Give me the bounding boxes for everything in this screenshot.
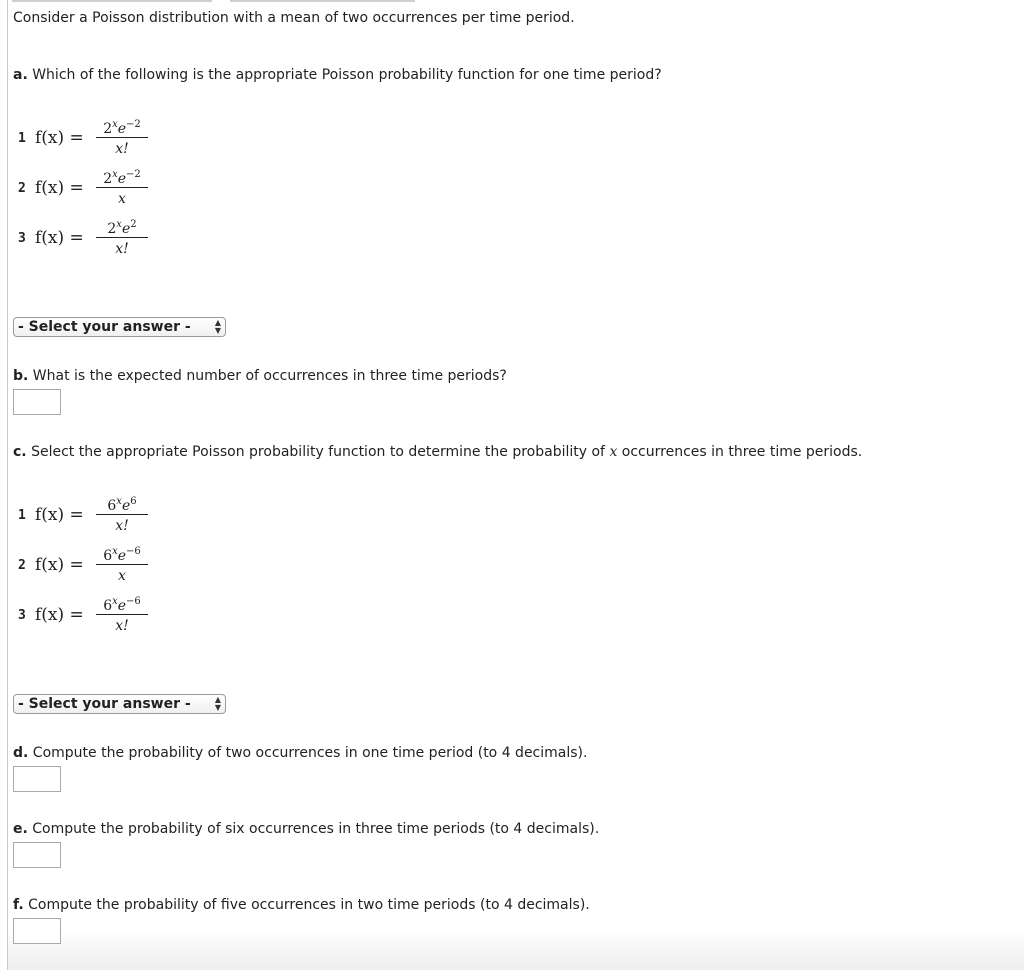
formula-lhs: f(x) = xyxy=(35,228,84,248)
fraction-bar xyxy=(96,187,148,188)
option-number: 1 xyxy=(18,508,26,523)
formula-fraction xyxy=(96,116,148,158)
question-text: Compute the probability of two occurrences in one time period (to 4 decimals). xyxy=(32,745,588,761)
formula-lhs: f(x) = xyxy=(35,605,84,625)
answer-select-a[interactable] xyxy=(13,317,226,337)
fraction-denominator: x! xyxy=(115,518,129,534)
question-text: occurrences in three time periods. xyxy=(621,444,863,460)
option-number: 3 xyxy=(18,231,26,246)
fraction-denominator: x! xyxy=(115,141,129,157)
select-label: - Select your answer - xyxy=(18,696,191,712)
fraction-bar xyxy=(96,137,148,138)
formula-fraction xyxy=(96,493,148,535)
formula-fraction xyxy=(96,543,148,585)
formula-lhs: f(x) = xyxy=(35,128,84,148)
bottom-fade xyxy=(8,930,1024,970)
question-letter: d. xyxy=(13,745,29,761)
top-tab-line xyxy=(12,0,212,2)
fraction-numerator: $2^xe^{-2}$ xyxy=(103,169,141,187)
fraction-numerator: $2^xe^2$ xyxy=(107,219,137,237)
answer-input-e[interactable] xyxy=(13,842,61,868)
question-letter: a. xyxy=(13,67,28,83)
fraction-denominator: x! xyxy=(115,241,129,257)
select-arrows-icon: ▲ ▼ xyxy=(214,695,221,712)
question-d xyxy=(13,745,587,761)
answer-input-b[interactable] xyxy=(13,389,61,415)
fraction-bar xyxy=(96,614,148,615)
question-b xyxy=(13,368,507,384)
question-f xyxy=(13,897,590,913)
option-number: 2 xyxy=(18,558,26,573)
question-letter: b. xyxy=(13,368,29,384)
formula-fraction xyxy=(96,216,148,258)
fraction-bar xyxy=(96,514,148,515)
fraction-numerator: $6^xe^{-6}$ xyxy=(103,546,141,564)
intro-text: Consider a Poisson distribution with a mean of two occurrences per time period. xyxy=(13,10,575,26)
answer-input-f[interactable] xyxy=(13,918,61,944)
fraction-bar xyxy=(96,564,148,565)
question-text: What is the expected number of occurrences in three time periods? xyxy=(32,368,507,384)
option-number: 3 xyxy=(18,608,26,623)
fraction-denominator: x! xyxy=(115,618,129,634)
question-text: Select the appropriate Poisson probability function to determine the probability of xyxy=(31,444,605,460)
formula-fraction xyxy=(96,166,148,208)
question-letter: c. xyxy=(13,444,27,460)
option-number: 1 xyxy=(18,131,26,146)
fraction-numerator: $6^xe^6$ xyxy=(107,496,137,514)
formula-lhs: f(x) = xyxy=(35,178,84,198)
option-number: 2 xyxy=(18,181,26,196)
fraction-numerator: $6^xe^{-6}$ xyxy=(103,596,141,614)
question-text: Compute the probability of six occurrences in three time periods (to 4 decimals). xyxy=(32,821,600,837)
select-arrows-icon: ▲ ▼ xyxy=(214,318,221,335)
fraction-bar xyxy=(96,237,148,238)
math-variable: x xyxy=(609,444,618,460)
select-label: - Select your answer - xyxy=(18,319,191,335)
answer-input-d[interactable] xyxy=(13,766,61,792)
question-a xyxy=(13,67,662,83)
question-text: Which of the following is the appropriate Poisson probability function for one time period? xyxy=(32,67,662,83)
formula-lhs: f(x) = xyxy=(35,555,84,575)
fraction-numerator: $2^xe^{-2}$ xyxy=(103,119,141,137)
fraction-denominator: x xyxy=(118,568,126,584)
question-letter: f. xyxy=(13,897,24,913)
question-e xyxy=(13,821,599,837)
question-text: Compute the probability of five occurrences in two time periods (to 4 decimals). xyxy=(28,897,590,913)
question-c xyxy=(13,444,862,460)
formula-lhs: f(x) = xyxy=(35,505,84,525)
fraction-denominator: x xyxy=(118,191,126,207)
top-tab-line xyxy=(230,0,415,2)
formula-fraction xyxy=(96,593,148,635)
question-letter: e. xyxy=(13,821,28,837)
answer-select-c[interactable] xyxy=(13,694,226,714)
